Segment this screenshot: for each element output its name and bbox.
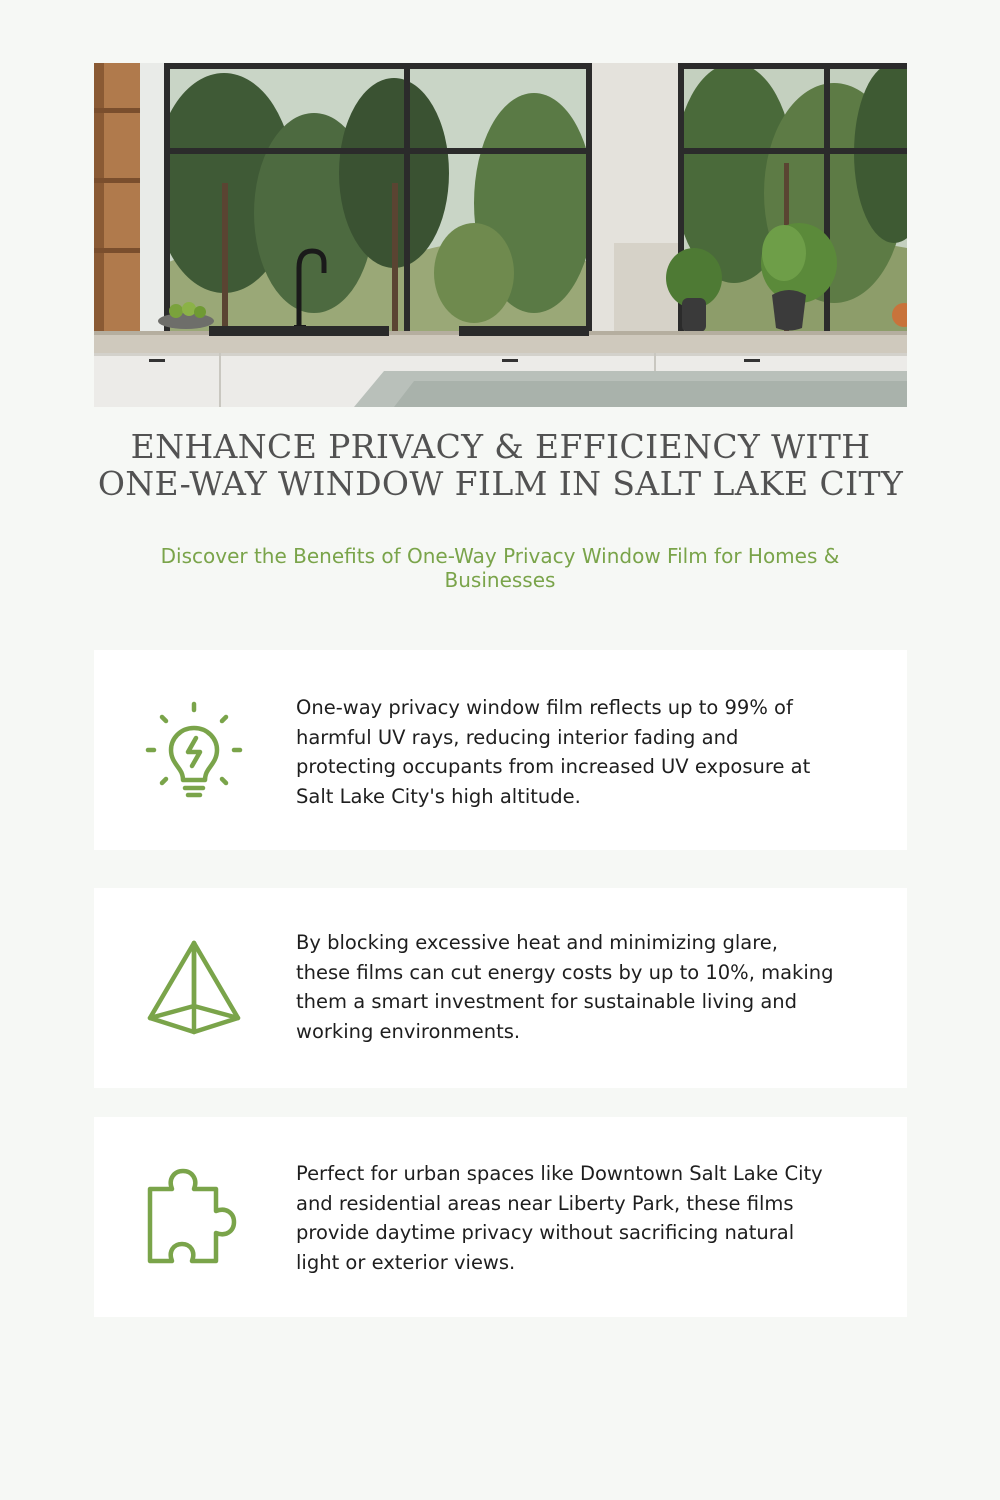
benefit-text: By blocking excessive heat and minimizing glare, these films can cut energy costs by up to 10%, making them a smart investment for sustainable living and working environments. [296,931,834,1043]
lightbulb-energy-icon [142,700,246,800]
hero-image [94,63,907,407]
pyramid-icon [142,938,246,1038]
benefit-text: Perfect for urban spaces like Downtown Salt Lake City and residential areas near Liberty Park, these films provide daytime privacy without sacrificing natural light or exterior views. [296,1162,823,1274]
page-subtitle: Discover the Benefits of One-Way Privacy Window Film for Homes & Businesses [160,544,840,592]
page-title: ENHANCE PRIVACY & EFFICIENCY WITH ONE-WAY WINDOW FILM IN SALT LAKE CITY [97,427,904,503]
benefit-text: One-way privacy window film reflects up to 99% of harmful UV rays, reducing interior fading and protecting occupants from increased UV exposure at Salt Lake City's high altitude. [296,696,811,808]
benefit-card-uv [94,650,907,850]
benefit-card-energy [94,888,907,1088]
benefit-card-privacy [94,1117,907,1317]
puzzle-piece-icon [142,1167,246,1267]
